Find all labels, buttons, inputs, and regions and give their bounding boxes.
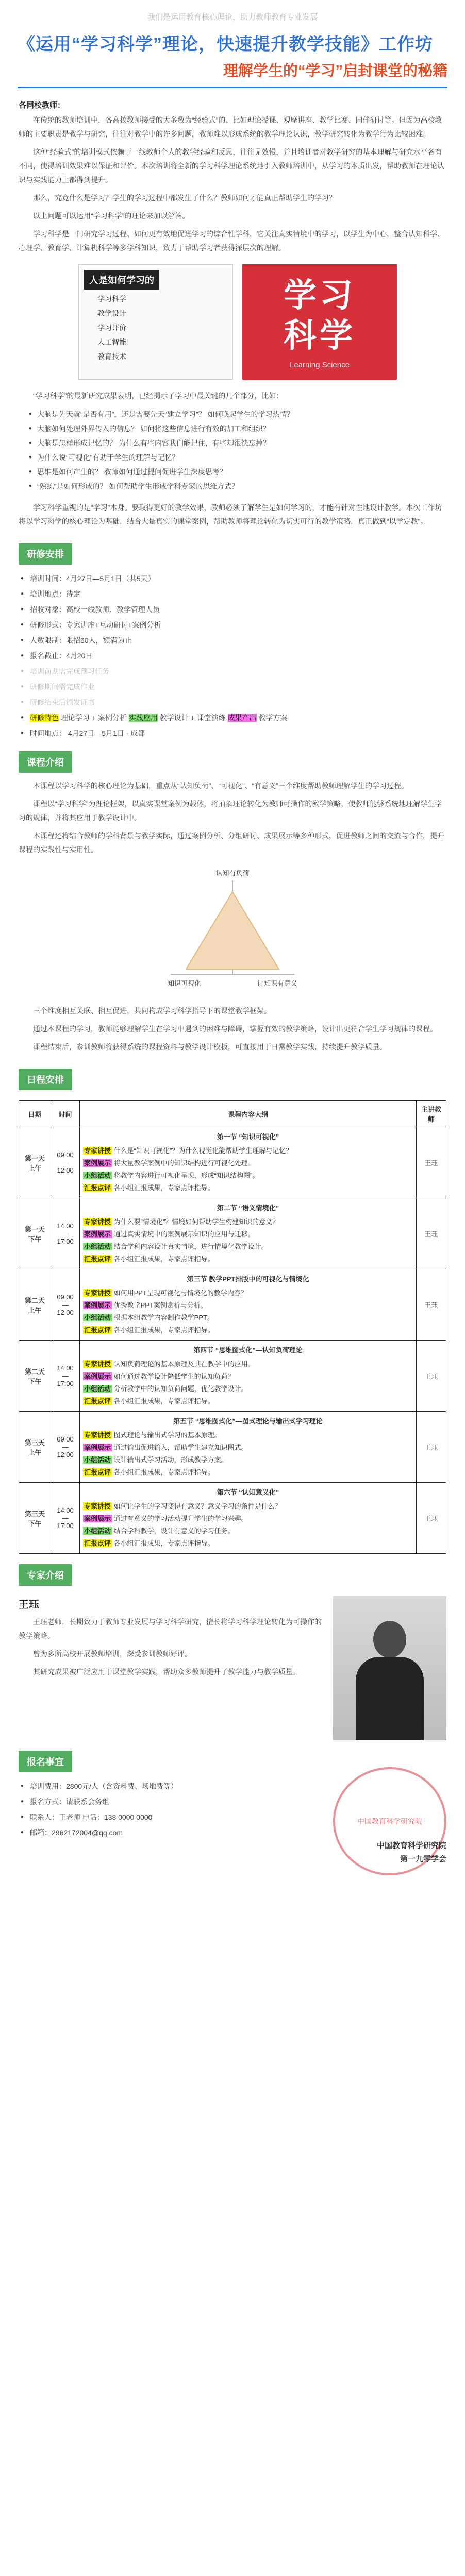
session-title: 第二节 “语义情境化” bbox=[217, 1204, 279, 1212]
session-line bbox=[83, 1430, 413, 1441]
session-text: 设计输出式学习活动，形成教学方案。 bbox=[113, 1456, 228, 1464]
intro-paragraph: 学习科学是一门研究学习过程、如何更有效地促进学习的综合性学科，它关注真实情境中的学习，以学生为中心，整合认知科学、心理学、教育学、计算机科学等多学科知识，致力于帮助学习者获得深层次的理解。 bbox=[19, 230, 444, 252]
workshop-item: ● 研修形式：专家讲座+互动研讨+案例分析 bbox=[19, 617, 446, 633]
session-text: 将大量教学案例中的知识结构进行可视化处理。 bbox=[113, 1159, 255, 1167]
session-text: 各小组汇报成果，专家点评指导。 bbox=[113, 1326, 214, 1334]
row-time: 14:00 — 17:00 bbox=[51, 1198, 80, 1269]
expert-photo bbox=[333, 1596, 446, 1740]
session-line bbox=[83, 1182, 413, 1194]
schedule-header-date: 日期 bbox=[19, 1101, 51, 1127]
learning-panel-header: 人是如何学习的 bbox=[84, 270, 159, 290]
triangle-shape bbox=[186, 892, 279, 969]
expert-paragraph: 曾为多所高校开展教师培训，深受参训教师好评。 bbox=[33, 1650, 192, 1658]
row-teacher: 王珏 bbox=[417, 1127, 446, 1198]
session-tag: 小组活动 bbox=[84, 1243, 111, 1250]
expert-paragraph: 王珏老师，长期致力于教师专业发展与学习科学研究，擅长将学习科学理论转化为可操作的教学策略。 bbox=[19, 1618, 322, 1640]
row-teacher: 王珏 bbox=[417, 1412, 446, 1483]
learning-item: 学习科学 bbox=[97, 295, 126, 303]
session-line bbox=[83, 1442, 413, 1453]
highlight-magenta-tag: 成果产出 bbox=[227, 714, 257, 722]
session-line bbox=[83, 1170, 413, 1181]
row-time: 09:00 — 12:00 bbox=[51, 1269, 80, 1341]
course-paragraph: 本课程还将结合教师的学科背景与教学实际，通过案例分析、分组研讨、成果展示等多种形式，促进教师之间的交流与合作，提升课程的实践性与实用性。 bbox=[19, 832, 444, 854]
session-line bbox=[83, 1145, 413, 1157]
org-line: 中国教育科学研究院 bbox=[376, 1841, 446, 1850]
row-day: 第一天上午 bbox=[19, 1127, 51, 1198]
session-tag: 小组活动 bbox=[84, 1172, 111, 1179]
session-tag: 专家讲授 bbox=[84, 1218, 111, 1226]
session-title: 第五节 “思维图式化”—图式理论与输出式学习理论 bbox=[173, 1417, 323, 1425]
workshop-item: ● 招收对象：高校一线教师、教学管理人员 bbox=[19, 602, 446, 617]
learning-banner bbox=[242, 264, 397, 380]
session-tag: 专家讲授 bbox=[84, 1147, 111, 1155]
time-value: 4月27日—5月1日 · 成都 bbox=[68, 729, 145, 737]
section-label-workshop: 研修安排 bbox=[19, 543, 72, 565]
session-tag: 案例展示 bbox=[84, 1159, 111, 1167]
session-tag: 专家讲授 bbox=[84, 1431, 111, 1439]
highlight-yellow-text: 理论学习 + 案例分析 bbox=[60, 714, 127, 722]
session-tag: 小组活动 bbox=[84, 1456, 111, 1464]
photo-torso bbox=[356, 1657, 424, 1740]
session-text: 认知负荷理论的基本原理及其在教学中的应用。 bbox=[113, 1360, 255, 1368]
session-title: 第一节 “知识可视化” bbox=[217, 1133, 279, 1141]
session-text: 结合学科教学，设计有意义的学习任务。 bbox=[113, 1527, 235, 1535]
session-line bbox=[83, 1383, 413, 1395]
learning-item: 人工智能 bbox=[97, 338, 126, 346]
reading-bullet: ● 大脑是先天就“是否有用”，还是需要先天“建立学习”？ 如何唤起学生的学习热情？ bbox=[19, 407, 446, 421]
session-text: 各小组汇报成果，专家点评指导。 bbox=[113, 1539, 214, 1547]
triangle-svg bbox=[150, 866, 315, 995]
expert-paragraph: 其研究成果被广泛应用于课堂教学实践，帮助众多教师提升了教学能力与教学质量。 bbox=[33, 1668, 300, 1676]
session-line bbox=[83, 1501, 413, 1512]
reading-bullet: ● 大脑是怎样形成记忆的？ 为什么有些内容我们能记住，有些却很快忘掉？ bbox=[19, 436, 446, 450]
course-paragraph: 课程以“学习科学”为理论框架，以真实课堂案例为载体，将抽象理论转化为教师可操作的教学策略，使教师能够系统地理解学生学习的规律，并将其应用于教学设计中。 bbox=[19, 800, 442, 822]
row-time: 14:00 — 17:00 bbox=[51, 1341, 80, 1412]
course-after-paragraph: 课程结束后，参训教师将获得系统的课程资料与教学设计模板，可直接用于日常教学实践，持续提升教学质量。 bbox=[33, 1043, 387, 1051]
session-tag: 案例展示 bbox=[84, 1372, 111, 1380]
row-day: 第三天上午 bbox=[19, 1412, 51, 1483]
session-text: 将教学内容进行可视化呈现，形成“知识结构图”。 bbox=[113, 1172, 259, 1179]
intro-paragraph: 以上问题可以运用“学习科学”的理论来加以解答。 bbox=[33, 212, 190, 220]
row-content bbox=[80, 1483, 417, 1554]
course-paragraph: 本课程以学习科学的核心理论为基础，重点从“认知负荷”、“可视化”、“有意义”三个维度帮助教师理解学生的学习过程。 bbox=[33, 782, 408, 790]
signup-item: ● 报名方式：请联系会务组 bbox=[19, 1794, 446, 1809]
row-content bbox=[80, 1269, 417, 1341]
section-label-course: 课程介绍 bbox=[19, 751, 72, 773]
session-line bbox=[83, 1513, 413, 1524]
workshop-faint-item: ● 研修结束后颁发证书 bbox=[19, 694, 446, 710]
time-location: ● 时间地点： 4月27日—5月1日 · 成都 bbox=[19, 725, 446, 741]
learning-graphic bbox=[78, 264, 408, 380]
session-tag: 案例展示 bbox=[84, 1444, 111, 1451]
session-tag: 专家讲授 bbox=[84, 1360, 111, 1368]
session-line bbox=[83, 1300, 413, 1311]
session-line bbox=[83, 1287, 413, 1299]
session-tag: 小组活动 bbox=[84, 1385, 111, 1393]
course-after-paragraph: 三个维度相互关联、相互促进，共同构成学习科学指导下的课堂教学框架。 bbox=[33, 1007, 271, 1015]
session-text: 各小组汇报成果，专家点评指导。 bbox=[113, 1255, 214, 1263]
learning-list bbox=[84, 294, 227, 362]
schedule-head bbox=[19, 1101, 446, 1127]
learning-item: 教学设计 bbox=[97, 309, 126, 317]
learning-big-text: 学习 科学 bbox=[284, 276, 356, 354]
intro-paragraph: 在传统的教师培训中，各高校教师接受的大多数为“经验式”的、比如理论授课、观摩讲座、教学比赛、同伴研讨等。但因为高校教师的主要职责是教学与研究，往往对教学中的许多问题，教师难以形成系统的教学理论认识，教学研究转化为教学行为比较困难。 bbox=[19, 116, 442, 138]
session-line bbox=[83, 1216, 413, 1228]
session-text: 结合学科内容设计真实情境，进行情境化教学设计。 bbox=[113, 1243, 268, 1250]
session-line bbox=[83, 1396, 413, 1407]
session-text: 分析教学中的认知负荷问题，优化教学设计。 bbox=[113, 1385, 248, 1393]
greeting: 各同校教师： bbox=[19, 101, 65, 110]
session-line bbox=[83, 1241, 413, 1252]
learning-panel bbox=[78, 264, 233, 380]
row-day: 第二天下午 bbox=[19, 1341, 51, 1412]
row-content bbox=[80, 1198, 417, 1269]
session-line bbox=[83, 1526, 413, 1537]
session-line bbox=[83, 1359, 413, 1370]
reading-bullet: ● 思维是如何产生的？ 教师如何通过提问促进学生深度思考？ bbox=[19, 465, 446, 479]
session-tag: 汇报点评 bbox=[84, 1397, 111, 1405]
row-day: 第三天下午 bbox=[19, 1483, 51, 1554]
session-tag: 小组活动 bbox=[84, 1314, 111, 1321]
session-tag: 小组活动 bbox=[84, 1527, 111, 1535]
photo-head bbox=[373, 1621, 406, 1658]
session-text: 如何用PPT呈现可视化与情境化的教学内容？ bbox=[113, 1289, 247, 1297]
expert-block bbox=[19, 1596, 446, 1740]
session-line bbox=[83, 1325, 413, 1336]
session-tag: 汇报点评 bbox=[84, 1255, 111, 1263]
row-time: 09:00 — 12:00 bbox=[51, 1412, 80, 1483]
top-note: 我们是运用教育核心理论，助力教师教育专业发展 bbox=[147, 13, 318, 22]
session-text: 各小组汇报成果，专家点评指导。 bbox=[113, 1397, 214, 1405]
triangle-diagram bbox=[150, 866, 315, 995]
session-line bbox=[83, 1312, 413, 1324]
row-content bbox=[80, 1341, 417, 1412]
schedule-header-teacher: 主讲教师 bbox=[417, 1101, 446, 1127]
schedule-table bbox=[19, 1100, 446, 1554]
row-content bbox=[80, 1412, 417, 1483]
session-text: 如何让学生的学习变得有意义？意义学习的条件是什么？ bbox=[113, 1502, 281, 1510]
triangle-left-label: 知识可视化 bbox=[168, 979, 202, 987]
table-row bbox=[19, 1483, 446, 1554]
session-tag: 专家讲授 bbox=[84, 1289, 111, 1297]
session-tag: 案例展示 bbox=[84, 1515, 111, 1522]
highlight-green-tag: 实践应用 bbox=[128, 714, 158, 722]
session-line bbox=[83, 1371, 413, 1382]
schedule-body bbox=[19, 1127, 446, 1554]
schedule-header-time: 时间 bbox=[51, 1101, 80, 1127]
reading-lead: “学习科学”的最新研究成果表明，已经揭示了学习中最关键的几个部分，比如： bbox=[33, 392, 284, 400]
time-label: 时间地点 bbox=[30, 729, 59, 737]
reading-bullet: ● 为什么说“可视化”有助于学生的理解与记忆？ bbox=[19, 450, 446, 465]
session-text: 为什么要“情境化”？情境如何帮助学生构建知识的意义？ bbox=[113, 1218, 279, 1226]
workshop-item: ● 培训时间：4月27日—5月1日（共5天） bbox=[19, 571, 446, 586]
session-line bbox=[83, 1253, 413, 1265]
session-line bbox=[83, 1538, 413, 1549]
course-after-paragraph: 通过本课程的学习，教师能够理解学生在学习中遇到的困难与障碍，掌握有效的教学策略，设计出更符合学生学习规律的课程。 bbox=[33, 1025, 437, 1033]
workshop-faint-item: ● 研修期间需完成作业 bbox=[19, 679, 446, 694]
table-row bbox=[19, 1269, 446, 1341]
section-label-signup: 报名事宜 bbox=[19, 1751, 72, 1772]
session-tag: 案例展示 bbox=[84, 1301, 111, 1309]
row-teacher: 王珏 bbox=[417, 1483, 446, 1554]
title-block bbox=[0, 30, 465, 80]
row-content bbox=[80, 1127, 417, 1198]
triangle-right-label: 让知识有意义 bbox=[257, 979, 297, 987]
signup-contact: ● 联系人：王老师 电话：138 0000 0000 bbox=[19, 1809, 446, 1825]
learning-item: 教育技术 bbox=[97, 352, 126, 361]
workshop-item: ● 人数限制：限招60人，额满为止 bbox=[19, 633, 446, 648]
session-title: 第三节 教学PPT排版中的可视化与情境化 bbox=[187, 1275, 309, 1283]
reading-bullet: ● 大脑如何处理外界传入的信息？ 如何将这些信息进行有效的加工和组织？ bbox=[19, 421, 446, 436]
session-tag: 案例展示 bbox=[84, 1230, 111, 1238]
session-text: 通过输出促进输入，帮助学生建立知识图式。 bbox=[113, 1444, 248, 1451]
sub-title: 理解学生的“学习”启封课堂的秘籍 bbox=[223, 63, 447, 79]
session-tag: 汇报点评 bbox=[84, 1326, 111, 1334]
expert-name: 王珏 bbox=[19, 1599, 39, 1611]
main-title: 《运用“学习科学”理论，快速提升教学技能》工作坊 bbox=[18, 35, 433, 54]
content bbox=[0, 88, 465, 1866]
intro-paragraph: 那么，究竟什么是学习？学生的学习过程中都发生了什么？教师如何才能真正帮助学生的学习？ bbox=[33, 194, 336, 202]
highlight-green-text: 教学设计 + 课堂演练 bbox=[159, 714, 226, 722]
signup-email: ● 邮箱：2962172004@qq.com bbox=[19, 1825, 446, 1840]
row-teacher: 王珏 bbox=[417, 1198, 446, 1269]
signup-item: ● 培训费用：2800元/人（含资料费、场地费等） bbox=[19, 1778, 446, 1794]
session-tag: 专家讲授 bbox=[84, 1502, 111, 1510]
row-time: 14:00 — 17:00 bbox=[51, 1483, 80, 1554]
session-text: 如何通过教学设计降低学生的认知负荷？ bbox=[113, 1372, 235, 1380]
session-title: 第六节 “认知意义化” bbox=[217, 1488, 279, 1496]
session-text: 图式理论与输出式学习的基本原理。 bbox=[113, 1431, 221, 1439]
session-title: 第四节 “思维图式化”—认知负荷理论 bbox=[193, 1346, 303, 1354]
org-line: 第一九零学会 bbox=[400, 1855, 446, 1863]
session-line bbox=[83, 1454, 413, 1466]
session-text: 通过真实情境中的案例展示知识的应用与迁移。 bbox=[113, 1230, 255, 1238]
schedule-header-row bbox=[19, 1101, 446, 1127]
section-label-schedule: 日程安排 bbox=[19, 1069, 72, 1090]
table-row bbox=[19, 1341, 446, 1412]
workshop-item: ● 培训地点：待定 bbox=[19, 586, 446, 602]
triangle-top-label: 认知有负荷 bbox=[215, 869, 250, 877]
workshop-highlight-line bbox=[19, 710, 446, 725]
schedule-header-content: 课程内容大纲 bbox=[80, 1101, 417, 1127]
table-row bbox=[19, 1198, 446, 1269]
section-label-expert: 专家介绍 bbox=[19, 1564, 72, 1586]
highlight-yellow-tag: 研修特色 bbox=[30, 714, 59, 722]
highlight-magenta-text: 教学方案 bbox=[258, 714, 288, 722]
session-text: 各小组汇报成果，专家点评指导。 bbox=[113, 1184, 214, 1192]
session-text: 根据本组教学内容制作教学PPT。 bbox=[113, 1314, 214, 1321]
session-text: 各小组汇报成果，专家点评指导。 bbox=[113, 1468, 214, 1476]
session-line bbox=[83, 1229, 413, 1240]
row-time: 09:00 — 12:00 bbox=[51, 1127, 80, 1198]
table-row bbox=[19, 1412, 446, 1483]
learning-caption: Learning Science bbox=[290, 360, 350, 369]
workshop-faint-item: ● 培训前期需完成预习任务 bbox=[19, 664, 446, 679]
session-text: 什么是“知识可视化”？为什么视觉化能帮助学生理解与记忆？ bbox=[113, 1147, 293, 1155]
row-teacher: 王珏 bbox=[417, 1269, 446, 1341]
table-row bbox=[19, 1127, 446, 1198]
expert-text bbox=[19, 1596, 325, 1740]
stamp-text: 中国教育科学研究院 bbox=[357, 1817, 422, 1825]
row-day: 第二天上午 bbox=[19, 1269, 51, 1341]
intro-paragraph: 这种“经验式”的培训模式依赖于一线教师个人的教学经验和反思，往往见效慢，并且培训者对教学研究的基本理解与研究水平各有不同，使得培训效果难以保证和评价。本次培训将全新的学习科学理论系统地引入教师培训中，从学习的本质出发，帮助教师在理论认识与实践能力上都得到提升。 bbox=[19, 148, 444, 184]
row-teacher: 王珏 bbox=[417, 1341, 446, 1412]
learning-item: 学习评价 bbox=[97, 324, 126, 332]
session-line bbox=[83, 1467, 413, 1478]
session-line bbox=[83, 1158, 413, 1169]
session-text: 优秀教学PPT案例赏析与分析。 bbox=[113, 1301, 207, 1309]
session-tag: 汇报点评 bbox=[84, 1184, 111, 1192]
session-tag: 汇报点评 bbox=[84, 1468, 111, 1476]
reading-bullet: ● “熟练”是如何形成的？ 如何帮助学生形成学科专家的思维方式？ bbox=[19, 479, 446, 494]
session-text: 通过有意义的学习活动提升学生的学习兴趣。 bbox=[113, 1515, 248, 1522]
session-tag: 汇报点评 bbox=[84, 1539, 111, 1547]
workshop-item: ● 报名截止：4月20日 bbox=[19, 648, 446, 664]
reading-closing: 学习科学重视的是“学习”本身。要取得更好的教学效果，教师必须了解学生是如何学习的，才能有针对性地设计教学。本次工作坊将以学习科学的核心理论为基础，结合大量真实的课堂案例，帮助教师将理论转化为切实可行的教学策略，真正做到“以学定教”。 bbox=[19, 503, 442, 526]
row-day: 第一天下午 bbox=[19, 1198, 51, 1269]
